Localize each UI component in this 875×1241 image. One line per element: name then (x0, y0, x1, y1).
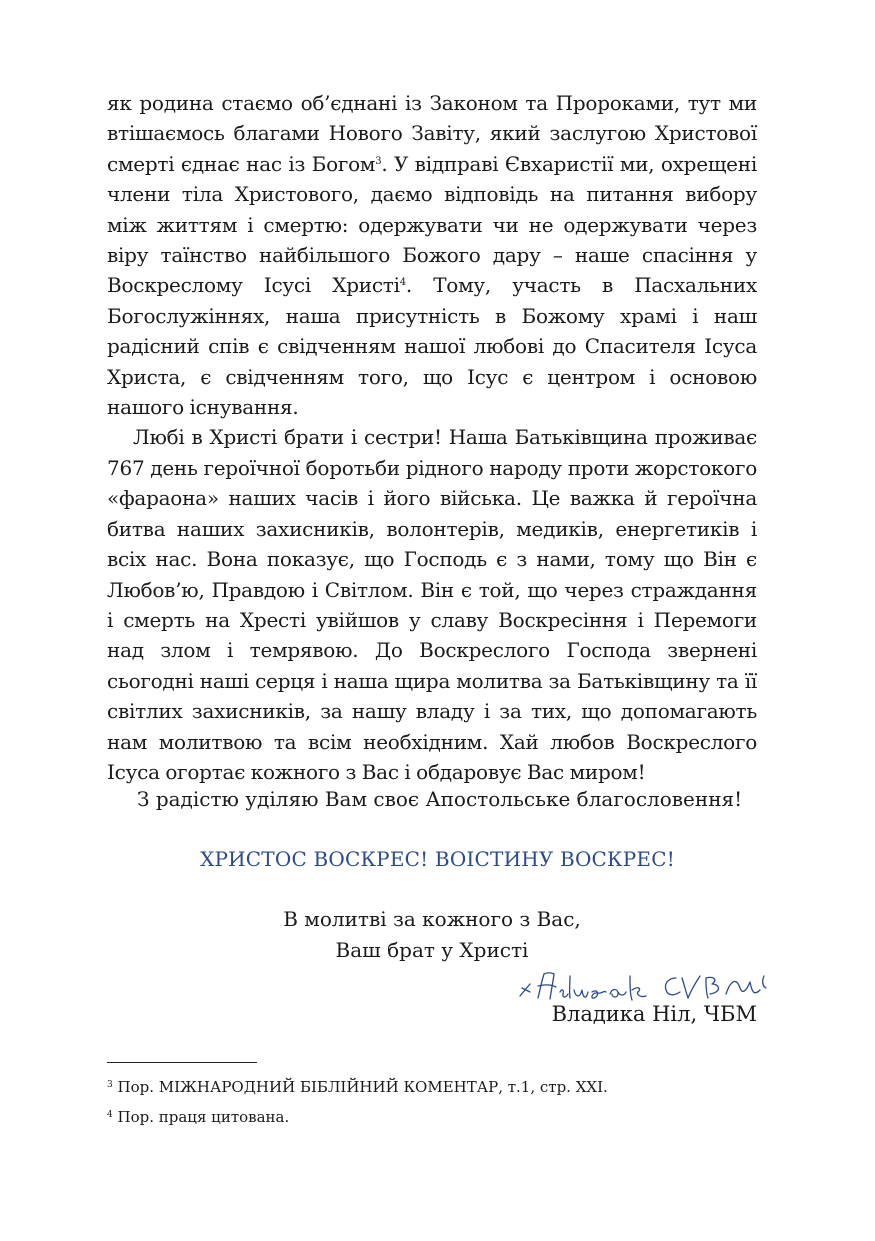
footnote-text: Пор. праця цитована. (117, 1108, 290, 1126)
paragraph-1-text-b: . У відправі Євхаристії ми, охрещені члени тіла Христового, даємо відповідь на питання вибору між життям і смертю: одержувати чи не одержувати через віру таїнство найбільшого Божого дару – наше спасіння у Воскреслому Ісусі Христі (107, 151, 757, 298)
closing-line-1: В молитві за кожного з Вас, (283, 907, 581, 931)
footnote-number: 3 (107, 1080, 113, 1090)
paragraph-1-text-a: як родина стаємо об’єднані із Законом та Пророками, тут ми втішаємось благами Нового Завіту, який заслугою Христової смерті єднає нас із Богом (107, 91, 757, 176)
signer-name: Владика Ніл, ЧБМ (551, 1002, 757, 1026)
letter-body (107, 88, 757, 787)
paragraph-2: Любі в Христі брати і сестри! Наша Батьківщина проживає 767 день героїчної боротьби рідного народу проти жорстокого «фараона» наших часів і його війська. Це важка й героїчна битва наших захисників, волонтерів, медиків, енергетиків і всіх нас. Вона показує, що Господь є з нами, тому що Він є Любов’ю, Правдою і Світлом. Він є той, що через страждання і смерть на Хресті увійшов у славу Воскресіння і Перемоги над злом і темрявою. До Воскреслого Господа звернені сьогодні наші серця і наша щира молитва за Батьківщину та її світлих захисників, за нашу владу і за тих, що допомагають нам молитвою та всім необхідним. Хай любов Воскреслого Ісуса огортає кожного з Вас і обдаровує Вас миром! (107, 425, 757, 784)
footnote-divider (107, 1062, 257, 1063)
blessing-line: З радістю уділяю Вам своє Апостольське благословення! (137, 787, 743, 811)
closing-line-2: Ваш брат у Христі (335, 938, 529, 962)
paragraph-1 (107, 88, 757, 422)
easter-greeting: ХРИСТОС ВОСКРЕС! ВОІСТИНУ ВОСКРЕС! (200, 847, 675, 871)
footnote-text: Пор. МІЖНАРОДНИЙ БІБЛІЙНИЙ КОМЕНТАР, т.1, стр. XXI. (117, 1078, 608, 1096)
footnote-4 (107, 1106, 289, 1128)
footnote-3 (107, 1076, 608, 1098)
footnote-ref-4: 4 (399, 277, 406, 289)
footnote-number: 4 (107, 1110, 113, 1120)
footnote-ref-3: 3 (375, 155, 382, 167)
paragraph-1-text-c: . Тому, участь в Пасхальних Богослужіннях, наша присутність в Божому храмі і наш радісний спів є свідченням нашої любові до Спасителя Ісуса Христа, є свідченням того, що Ісус є центром і основою нашого існування. (107, 273, 757, 420)
